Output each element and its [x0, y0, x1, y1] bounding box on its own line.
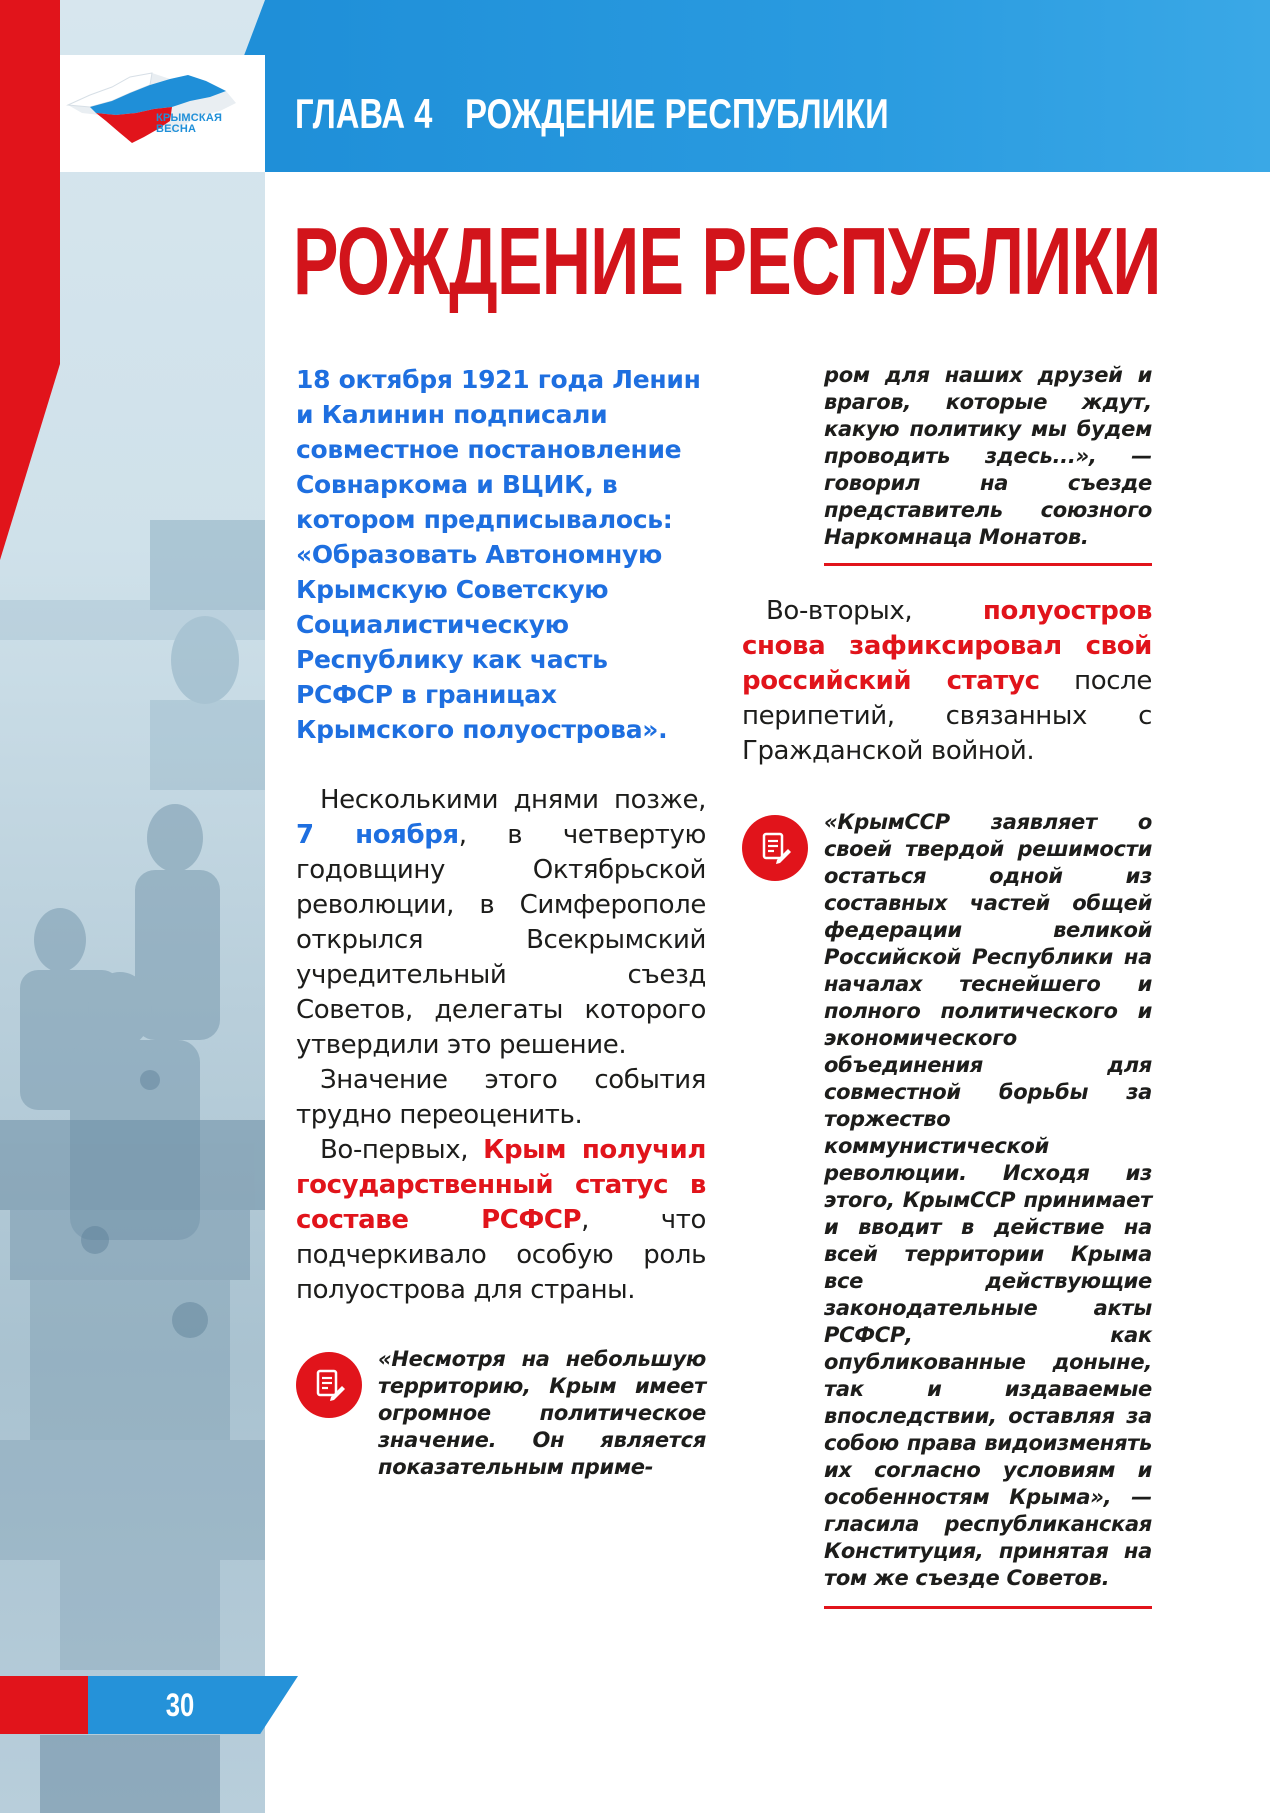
paragraph-significance [296, 1063, 706, 1133]
highlight-state-status: Крым получил государственный статус в составе РСФСР [296, 1135, 706, 1235]
chapter-number: ГЛАВА 4 [295, 90, 433, 137]
page-title: РОЖДЕНИЕ РЕСПУБЛИКИ [293, 208, 1161, 315]
logo [60, 55, 265, 172]
left-column [296, 362, 706, 1481]
paragraph-second-text-b: после перипетий, связанных с Гражданской войной. [742, 666, 1152, 766]
highlight-date: 7 ноября [296, 820, 459, 850]
left-decorative-strip [0, 0, 265, 1813]
logo-text-line1: КРЫМСКАЯ [156, 112, 223, 124]
right-column [742, 362, 1152, 1609]
page-number: 30 [165, 1686, 195, 1723]
quote-divider-1 [824, 563, 1152, 566]
document-pen-icon [296, 1352, 362, 1418]
lead-paragraph: 18 октября 1921 года Ленин и Калинин подписали совместное постановление Совнаркома и ВЦИК, в котором предписывалось: «Образовать Автономную Крымскую Советскую Социалистическую Республику как часть РСФСР в границах Крымского полуострова». [296, 365, 701, 744]
chapter-title [295, 84, 889, 144]
quote-1-part2: ром для наших друзей и врагов, которые ждут, какую политику мы будем проводить здесь...», — говорил на съезде представитель союзного Наркомнаца Монатов. [824, 363, 1152, 549]
quote-block-1 [296, 1346, 706, 1481]
paragraph-first-text-a: Во-первых, [320, 1135, 484, 1165]
paragraph-second [742, 594, 1152, 769]
paragraph-first-text-b: , что подчеркивало особую роль полуострова для страны. [296, 1205, 706, 1305]
logo-text-line2: ВЕСНА [156, 123, 197, 135]
highlight-russian-status: полуостров снова зафиксировал свой российский статус [742, 596, 1152, 696]
paragraph-significance-text: Значение этого события трудно переоценить. [296, 1065, 706, 1130]
chapter-name: РОЖДЕНИЕ РЕСПУБЛИКИ [465, 90, 889, 137]
paragraph-first [296, 1133, 706, 1308]
quote-block-2 [742, 809, 1152, 1592]
quote-1-part1: «Несмотря на небольшую территорию, Крым имеет огромное политическое значение. Он является показательным приме- [378, 1347, 706, 1479]
paragraph-congress-text-a: Несколькими днями позже, [320, 785, 706, 815]
document-pen-icon [742, 815, 808, 881]
quote-divider-2 [824, 1606, 1152, 1609]
quote-2-constitution: «КрымССР заявляет о своей твердой решимости остаться одной из составных частей общей федерации великой Российской Республики на началах теснейшего и полного политического и экономического объединения для совместной борьбы за торжество коммунистической революции. Исходя из этого, КрымССР принимает и вводит в действие на всей территории Крыма все действующие законодательные акты РСФСР, как опубликованные доныне, так и издаваемые впоследствии, оставляя за собою права видоизменять их согласно условиям и особенностям Крыма», — гласила республиканская Конституция, принятая на том же съезде Советов. [824, 810, 1152, 1590]
paragraph-congress-text-b: , в четвертую годовщину Октябрьской революции, в Симферополе открылся Всекрымский учредительный съезд Советов, делегаты которого утвердили это решение. [296, 820, 706, 1060]
paragraph-congress [296, 783, 706, 1063]
paragraph-second-text-a: Во-вторых, [766, 596, 983, 626]
